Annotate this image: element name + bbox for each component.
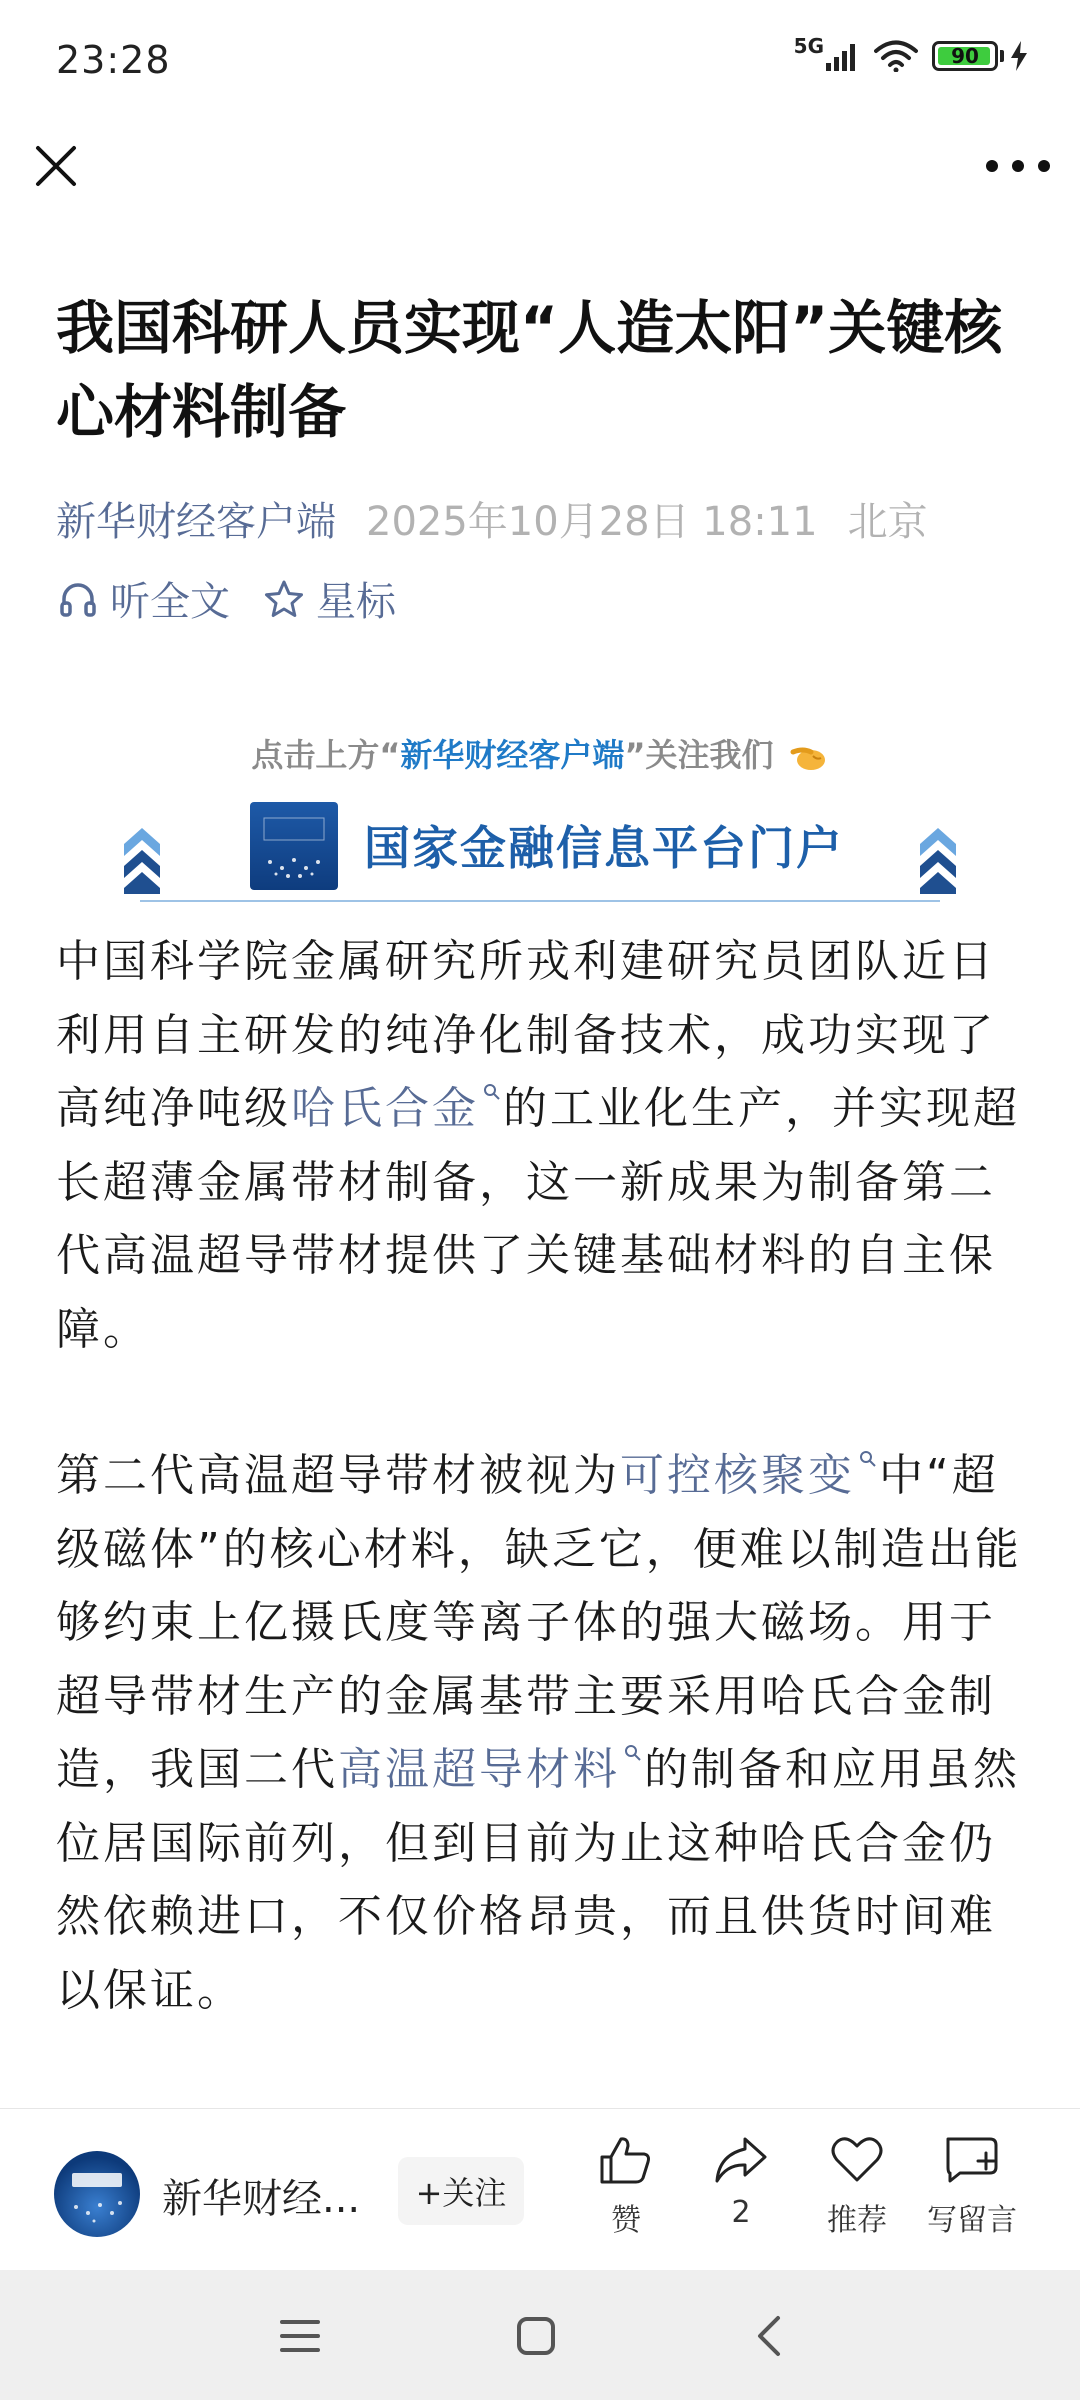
like-label: 赞 [611, 2203, 641, 2238]
banner-caption [120, 730, 960, 776]
banner-highlight: 新华财经客户端 [400, 736, 625, 774]
listen-button[interactable] [58, 570, 230, 627]
close-icon [28, 138, 84, 194]
link-fusion[interactable]: 可控核聚变 [620, 1450, 855, 1501]
battery-tip [1000, 50, 1004, 62]
wifi-icon [874, 40, 918, 72]
star-label: 星标 [316, 579, 396, 625]
chevron-up-right-icon [916, 804, 960, 894]
system-nav-bar [0, 2270, 1080, 2400]
recommend-button[interactable] [807, 2135, 907, 2239]
banner-suffix: ”关注我们 [624, 736, 774, 774]
comment-label: 写留言 [927, 2203, 1017, 2238]
link-hastelloy[interactable]: 哈氏合金 [291, 1083, 479, 1134]
article-title: 我国科研人员实现“人造太阳”关键核心材料制备 [56, 294, 1003, 446]
like-button[interactable] [576, 2135, 676, 2239]
recommend-label: 推荐 [827, 2203, 887, 2238]
comment-button[interactable] [922, 2135, 1022, 2239]
heart-icon [829, 2135, 885, 2185]
follow-banner[interactable] [120, 720, 960, 910]
listen-label: 听全文 [110, 579, 230, 625]
xinhua-finance-logo [250, 802, 338, 890]
paragraph [56, 1439, 1026, 2027]
signal-icon [826, 41, 860, 71]
battery-indicator [932, 41, 998, 71]
star-icon [264, 579, 304, 619]
network-type: 5G [793, 34, 824, 58]
paragraph-text: 中“超级磁体”的核心材料，缺乏它，便难以制造出能够约束上亿摄氏度等离子体的强大磁场。用于超导带材生产的金属基带主要采用哈氏合金制造，我国二代 [56, 1450, 1022, 1795]
more-icon [986, 160, 998, 172]
paragraph [56, 925, 1026, 1366]
article-actions [58, 570, 430, 627]
menu-icon[interactable] [278, 2316, 322, 2356]
status-time: 23:28 [56, 38, 171, 82]
paragraph-text: 中国科学院金属研究所戎利建研究员团队近日利用自主研发的纯净化制备技术，成功实现了高纯净吨级 [56, 936, 996, 1134]
top-nav [0, 130, 1080, 210]
more-button[interactable] [986, 138, 1050, 194]
chevron-up-left-icon [120, 804, 164, 894]
search-icon[interactable] [624, 1744, 642, 1762]
search-icon[interactable] [859, 1450, 877, 1468]
banner-divider [140, 900, 940, 902]
article-source[interactable]: 新华财经客户端 [56, 499, 336, 545]
share-icon [713, 2135, 769, 2185]
close-button[interactable] [28, 138, 84, 194]
article-location: 北京 [847, 499, 928, 545]
status-icons [793, 34, 1028, 72]
link-superconductor[interactable]: 高温超导材料 [338, 1744, 620, 1795]
status-bar [0, 0, 1080, 120]
pointing-hand-icon [789, 740, 829, 774]
thumbs-up-icon [598, 2135, 654, 2185]
search-icon[interactable] [483, 1083, 501, 1101]
article-body [56, 925, 1026, 2247]
back-icon[interactable] [752, 2314, 788, 2358]
avatar[interactable] [54, 2151, 140, 2237]
bottom-toolbar [0, 2108, 1080, 2270]
article-meta [56, 490, 928, 547]
star-button[interactable] [264, 570, 396, 627]
follow-button[interactable]: +关注 [398, 2157, 524, 2225]
share-count: 2 [731, 2195, 751, 2230]
article-date: 2025年10月28日 18:11 [366, 499, 818, 545]
battery-level: 90 [951, 44, 979, 68]
home-icon[interactable] [514, 2314, 558, 2358]
headphones-icon [58, 579, 98, 619]
paragraph-text: 第二代高温超导带材被视为 [56, 1450, 620, 1501]
banner-title: 国家金融信息平台门户 [364, 821, 844, 875]
account-name[interactable]: 新华财经... [162, 2176, 361, 2222]
comment-add-icon [942, 2135, 1002, 2185]
banner-prefix: 点击上方“ [251, 736, 401, 774]
paragraph-text: 的制备和应用虽然位居国际前列，但到目前为止这种哈氏合金仍然依赖进口，不仅价格昂贵，而且供货时间难以保证。 [56, 1744, 1020, 2016]
share-button[interactable] [691, 2135, 791, 2230]
charging-icon [1010, 41, 1028, 71]
paragraph-text: 的工业化生产，并实现超长超薄金属带材制备，这一新成果为制备第二代高温超导带材提供了关键基础材料的自主保障。 [56, 1083, 1020, 1355]
